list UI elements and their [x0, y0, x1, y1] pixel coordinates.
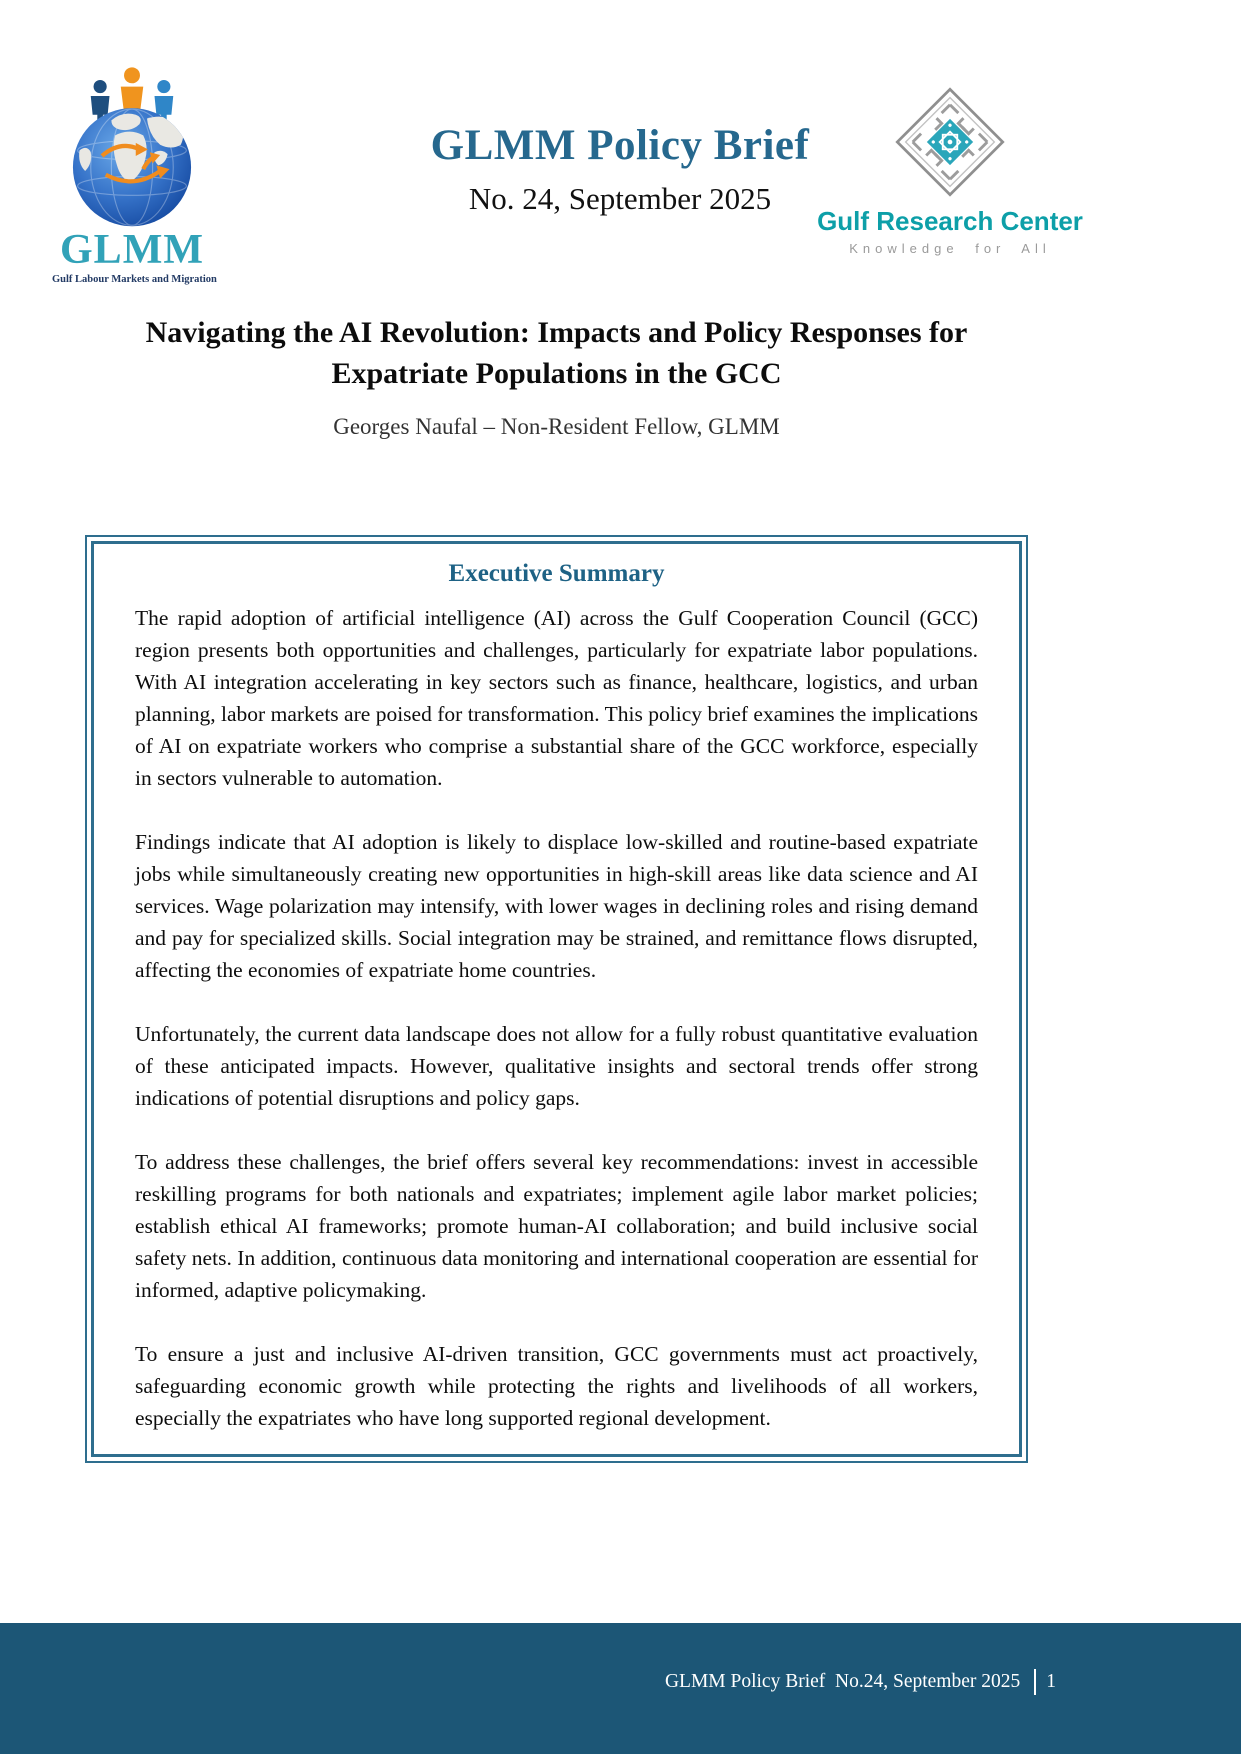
footer-brief-ref: GLMM Policy Brief No.24, September 2025	[664, 1671, 1021, 1692]
article-author: Georges Naufal – Non-Resident Fellow, GLMM	[333, 414, 780, 439]
executive-summary-box	[85, 535, 1028, 1463]
footer-page-number: 1	[1046, 1671, 1056, 1692]
footer-line	[665, 1669, 1056, 1695]
grc-emblem-icon	[810, 82, 1090, 202]
article-title-line-2: Expatriate Populations in the GCC	[331, 357, 782, 390]
brief-title: GLMM Policy Brief	[430, 122, 810, 169]
glmm-wordmark: GLMM	[60, 227, 204, 273]
summary-paragraph-3: Unfortunately, the current data landscape does not allow for a fully robust quantitative evaluation of these anticipated impacts. However, qualitative insights and sectoral trends offer strong indications of potential disruptions and policy gaps.	[135, 1022, 978, 1110]
article-title-line-1: Navigating the AI Revolution: Impacts and Policy Responses for	[145, 316, 968, 349]
executive-summary-inner	[91, 541, 1022, 1457]
summary-paragraph-4: To address these challenges, the brief offers several key recommendations: invest in accessible reskilling programs for both nationals and expatriates; implement agile labor market policies; establish ethical AI frameworks; promote human-AI collaboration; and build inclusive social safety nets. In addition, continuous data monitoring and international cooperation are essential for informed, adaptive policymaking.	[135, 1150, 978, 1302]
glmm-tagline: Gulf Labour Markets and Migration	[52, 274, 217, 285]
issue-line: No. 24, September 2025	[468, 181, 772, 217]
summary-paragraph-1: The rapid adoption of artificial intelligence (AI) across the Gulf Cooperation Council (GCC) region presents both opportunities and challenges, particularly for expatriate labor populations. With AI integration accelerating in key sectors such as finance, healthcare, logistics, and urban planning, labor markets are poised for transformation. This policy brief examines the implications of AI on expatriate workers who comprise a substantial share of the GCC workforce, especially in sectors vulnerable to automation.	[135, 606, 978, 790]
footer-separator	[1034, 1669, 1036, 1695]
summary-paragraph-5: To ensure a just and inclusive AI-driven transition, GCC governments must act proactively, safeguarding economic growth while protecting the rights and livelihoods of all workers, especially the expatriates who have long supported regional development.	[135, 1342, 978, 1430]
footer-bar	[0, 1623, 1241, 1754]
executive-summary-heading: Executive Summary	[448, 560, 665, 587]
glmm-logo	[52, 64, 217, 285]
grc-logo	[810, 82, 1090, 256]
grc-wordmark: Gulf Research Center	[817, 206, 1083, 236]
summary-paragraph-2: Findings indicate that AI adoption is likely to displace low-skilled and routine-based expatriate jobs while simultaneously creating new opportunities in high-skill areas like data science and AI services. Wage polarization may intensify, with lower wages in declining roles and rising demand and pay for specialized skills. Social integration may be strained, and remittance flows disrupted, affecting the economies of expatriate home countries.	[135, 830, 978, 982]
grc-tagline: Knowledge for All	[849, 241, 1051, 256]
article-title	[85, 312, 1028, 447]
glmm-globe-icon	[52, 64, 212, 231]
